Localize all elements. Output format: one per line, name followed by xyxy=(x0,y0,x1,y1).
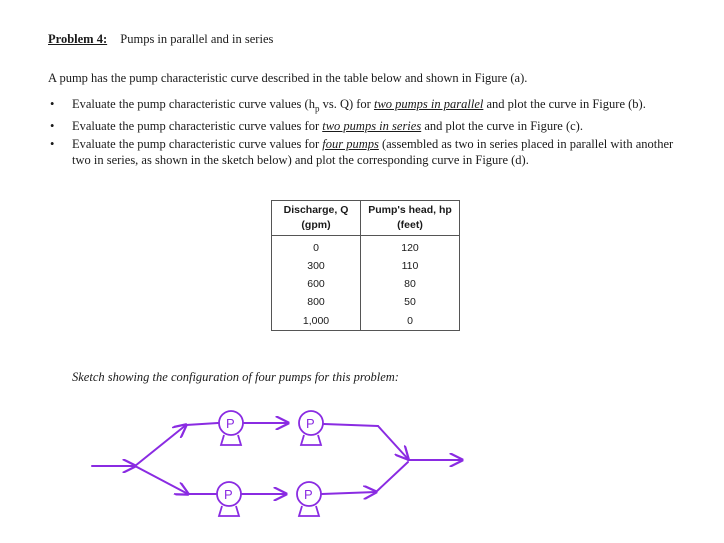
svg-text:P: P xyxy=(306,416,315,431)
task-item xyxy=(50,118,690,135)
task-emphasis: four pumps xyxy=(322,136,379,151)
problem-title: Pumps in parallel and in series xyxy=(120,32,274,46)
upper-pipe xyxy=(186,423,218,425)
task-text: Evaluate the pump characteristic curve values for xyxy=(72,119,323,133)
task-text: (assembled as two in series placed in parallel with another two in series, as shown in the sketch below) and plot the corresponding curve in Figure (d). xyxy=(72,136,674,167)
table-cell: 600 xyxy=(272,275,361,293)
table-row xyxy=(272,275,460,293)
task-subscript: p xyxy=(314,103,320,114)
task-text: and plot the curve in Figure (b). xyxy=(483,97,646,111)
header-line: (feet) xyxy=(397,219,423,231)
bullet-icon: • xyxy=(50,136,55,151)
table-cell: 300 xyxy=(272,257,361,275)
table-row xyxy=(272,257,460,275)
table-row xyxy=(272,236,460,258)
upper-pipe xyxy=(324,424,378,426)
task-emphasis: two pumps in series xyxy=(322,119,422,133)
svg-text:P: P xyxy=(304,487,313,502)
svg-text:P: P xyxy=(226,416,235,431)
table-cell: 0 xyxy=(272,236,361,258)
table-cell: 120 xyxy=(361,236,460,258)
table-cell: 0 xyxy=(361,311,460,331)
pump-icon xyxy=(299,411,323,445)
pump-configuration-sketch xyxy=(0,395,724,543)
problem-label: Problem 4: xyxy=(48,32,108,46)
table-header-head xyxy=(361,201,460,236)
sketch-caption: Sketch showing the configuration of four pumps for this problem: xyxy=(72,370,399,384)
bullet-icon: • xyxy=(50,97,55,111)
task-item xyxy=(50,136,690,169)
task-item xyxy=(50,96,690,117)
task-text: Evaluate the pump characteristic curve values for xyxy=(72,136,323,151)
bullet-icon: • xyxy=(50,119,55,133)
header-line: Discharge, Q xyxy=(283,204,349,216)
pump-curve-table xyxy=(271,200,460,331)
table-header-discharge xyxy=(272,201,361,236)
task-text: vs. Q) for xyxy=(319,97,374,111)
task-text: Evaluate the pump characteristic curve values (h xyxy=(72,97,315,111)
intro-paragraph: A pump has the pump characteristic curve described in the table below and shown in Figure (a). xyxy=(48,71,528,85)
lower-merge-pipe xyxy=(376,462,408,492)
table-cell: 1,000 xyxy=(272,311,361,331)
pump-icon xyxy=(219,411,243,445)
pump-icon xyxy=(297,482,321,516)
table-header-row xyxy=(272,201,460,236)
pump-icon xyxy=(217,482,241,516)
table-cell: 80 xyxy=(361,275,460,293)
table-cell: 110 xyxy=(361,257,460,275)
lower-pipe-arrow xyxy=(322,492,376,494)
task-emphasis: two pumps in parallel xyxy=(373,97,484,111)
header-line: Pump's head, hp xyxy=(368,204,452,216)
header-line: (gpm) xyxy=(301,219,331,231)
task-text: and plot the curve in Figure (c). xyxy=(421,119,583,133)
problem-heading xyxy=(48,32,273,47)
svg-text:P: P xyxy=(224,487,233,502)
upper-branch-arrow xyxy=(135,425,186,466)
upper-merge-arrow xyxy=(378,426,408,459)
lower-branch-arrow xyxy=(135,466,188,494)
table-cell: 800 xyxy=(272,293,361,311)
table-row xyxy=(272,293,460,311)
task-list xyxy=(50,96,690,170)
table-row xyxy=(272,311,460,331)
table-cell: 50 xyxy=(361,293,460,311)
